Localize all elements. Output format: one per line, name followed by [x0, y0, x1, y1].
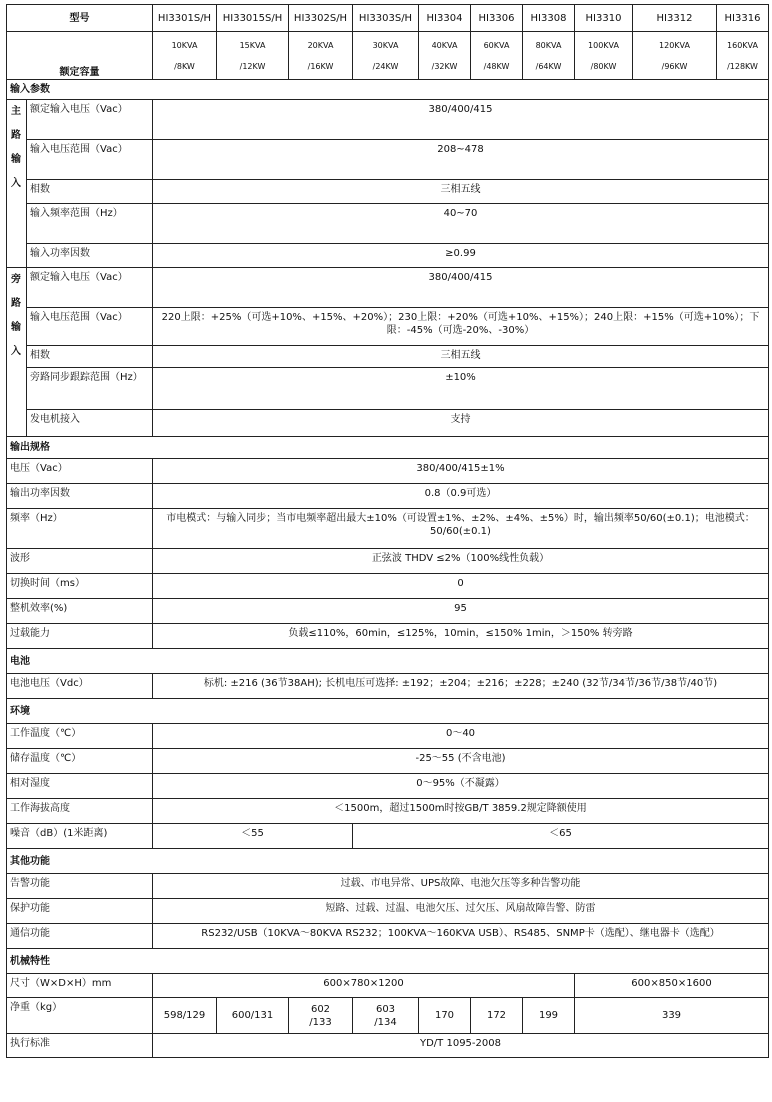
spec-name: 额定输入电压（Vac）	[27, 100, 153, 140]
spec-name: 电压（Vac）	[7, 459, 153, 484]
kw: /96KW	[661, 61, 688, 71]
section-battery	[7, 649, 769, 674]
bypass-input-group	[7, 268, 27, 437]
model-cell: HI3303S/H	[353, 5, 419, 32]
spec-name: 整机效率(%)	[7, 599, 153, 624]
spec-name: 输出功率因数	[7, 484, 153, 509]
spec-name: 相对湿度	[7, 774, 153, 799]
model-cell: HI33015S/H	[217, 5, 289, 32]
spec-name: 过载能力	[7, 624, 153, 649]
spec-row	[7, 824, 769, 849]
spec-value: 380/400/415	[153, 268, 769, 308]
spec-name: 储存温度（℃）	[7, 749, 153, 774]
group-char: 输	[11, 322, 21, 333]
capacity-cell	[523, 32, 575, 80]
spec-value: 0.8（0.9可选）	[153, 484, 769, 509]
spec-name: 输入频率范围（Hz）	[27, 204, 153, 244]
section-environment	[7, 699, 769, 724]
model-cell: HI3301S/H	[153, 5, 217, 32]
kw: /128KW	[727, 61, 758, 71]
spec-value: 0～40	[153, 724, 769, 749]
spec-value: ＜55	[153, 824, 353, 849]
weight-cell: 603 /134	[353, 998, 419, 1034]
kw: /24KW	[372, 61, 399, 71]
spec-value: 标机: ±216 (36节38AH); 长机电压可选择: ±192；±204；±216；±228；±240 (32节/34节/36节/38节/40节)	[153, 674, 769, 699]
spec-value: 208~478	[153, 140, 769, 180]
spec-value: YD/T 1095-2008	[153, 1034, 769, 1058]
capacity-row	[7, 32, 769, 80]
capacity-label: 额定容量	[7, 32, 153, 80]
section-output	[7, 437, 769, 459]
spec-value: 600×780×1200	[153, 974, 575, 998]
capacity-cell	[289, 32, 353, 80]
capacity-cell	[419, 32, 471, 80]
group-char: 主	[11, 106, 21, 117]
spec-row	[7, 799, 769, 824]
spec-value: 0	[153, 574, 769, 599]
model-cell: HI3308	[523, 5, 575, 32]
weight-cell: 172	[471, 998, 523, 1034]
weight-cell: 602 /133	[289, 998, 353, 1034]
group-char: 路	[11, 298, 21, 309]
spec-name: 切换时间（ms）	[7, 574, 153, 599]
spec-row	[7, 268, 769, 308]
weight-cell: 339	[575, 998, 769, 1034]
spec-name: 噪音（dB）(1米距离)	[7, 824, 153, 849]
spec-row	[7, 549, 769, 574]
spec-value: 380/400/415	[153, 100, 769, 140]
main-input-group	[7, 100, 27, 268]
spec-name: 相数	[27, 180, 153, 204]
spec-value: 正弦波 THDV ≤2%（100%线性负载）	[153, 549, 769, 574]
spec-row	[7, 774, 769, 799]
kva: 40KVA	[431, 40, 458, 50]
group-char: 入	[11, 346, 21, 357]
spec-name: 波形	[7, 549, 153, 574]
kva: 100KVA	[588, 40, 619, 50]
spec-row	[7, 459, 769, 484]
model-label: 型号	[7, 5, 153, 32]
kva: 120KVA	[659, 40, 690, 50]
section-mechanical	[7, 949, 769, 974]
spec-value: 600×850×1600	[575, 974, 769, 998]
model-row	[7, 5, 769, 32]
model-cell: HI3306	[471, 5, 523, 32]
spec-name: 执行标准	[7, 1034, 153, 1058]
section-title: 环境	[7, 699, 769, 724]
weight-row	[7, 998, 769, 1034]
spec-name: 尺寸（W×D×H）mm	[7, 974, 153, 998]
spec-value: 0～95%（不凝露）	[153, 774, 769, 799]
model-cell: HI3312	[633, 5, 717, 32]
spec-name: 相数	[27, 346, 153, 368]
group-char: 路	[11, 130, 21, 141]
section-input	[7, 80, 769, 100]
group-char: 输	[11, 154, 21, 165]
capacity-cell	[471, 32, 523, 80]
kw: /48KW	[483, 61, 510, 71]
kw: /80KW	[590, 61, 617, 71]
capacity-cell	[153, 32, 217, 80]
spec-row	[7, 724, 769, 749]
spec-value: 40~70	[153, 204, 769, 244]
spec-value: 负载≤110%，60min，≤125%，10min，≤150% 1min，＞150% 转旁路	[153, 624, 769, 649]
spec-value: 支持	[153, 410, 769, 437]
spec-value: ＜1500m，超过1500m时按GB/T 3859.2规定降额使用	[153, 799, 769, 824]
spec-row	[7, 509, 769, 549]
model-cell: HI3316	[717, 5, 769, 32]
spec-row	[7, 924, 769, 949]
weight-cell: 199	[523, 998, 575, 1034]
kw: /16KW	[307, 61, 334, 71]
capacity-cell	[353, 32, 419, 80]
model-cell: HI3310	[575, 5, 633, 32]
spec-row	[7, 100, 769, 140]
spec-name: 工作海拔高度	[7, 799, 153, 824]
spec-value: ±10%	[153, 368, 769, 410]
spec-row	[7, 368, 769, 410]
spec-value: 95	[153, 599, 769, 624]
section-title: 其他功能	[7, 849, 769, 874]
spec-name: 保护功能	[7, 899, 153, 924]
kva: 10KVA	[171, 40, 198, 50]
kva: 15KVA	[239, 40, 266, 50]
spec-value: ≥0.99	[153, 244, 769, 268]
spec-row	[7, 674, 769, 699]
spec-name: 输入电压范围（Vac）	[27, 308, 153, 346]
capacity-cell	[575, 32, 633, 80]
spec-value: 过载、市电异常、UPS故障、电池欠压等多种告警功能	[153, 874, 769, 899]
spec-row	[7, 624, 769, 649]
capacity-cell	[217, 32, 289, 80]
spec-name: 额定输入电压（Vac）	[27, 268, 153, 308]
spec-row	[7, 749, 769, 774]
kva: 160KVA	[727, 40, 758, 50]
kw: /8KW	[174, 61, 195, 71]
spec-row	[7, 874, 769, 899]
weight-cell: 600/131	[217, 998, 289, 1034]
spec-row	[7, 484, 769, 509]
kva: 30KVA	[372, 40, 399, 50]
spec-value: 220上限：+25%（可选+10%、+15%、+20%）；230上限：+20%（可选+10%、+15%）；240上限：+15%（可选+10%）；下限：-45%（可选-20%、-30%）	[153, 308, 769, 346]
spec-row	[7, 899, 769, 924]
spec-row	[7, 204, 769, 244]
weight-cell: 170	[419, 998, 471, 1034]
spec-name: 告警功能	[7, 874, 153, 899]
spec-value: 短路、过载、过温、电池欠压、过欠压、风扇故障告警、防雷	[153, 899, 769, 924]
spec-name: 旁路同步跟踪范围（Hz）	[27, 368, 153, 410]
spec-name: 电池电压（Vdc）	[7, 674, 153, 699]
spec-value: -25～55 (不含电池)	[153, 749, 769, 774]
group-char: 入	[11, 178, 21, 189]
spec-value: 380/400/415±1%	[153, 459, 769, 484]
section-title: 输入参数	[7, 80, 769, 100]
spec-name: 发电机接入	[27, 410, 153, 437]
weight-cell: 598/129	[153, 998, 217, 1034]
spec-row	[7, 574, 769, 599]
section-title: 电池	[7, 649, 769, 674]
spec-value: 市电模式：与输入同步；当市电频率超出最大±10%（可设置±1%、±2%、±4%、±5%）时，输出频率50/60(±0.1)；电池模式：50/60(±0.1)	[153, 509, 769, 549]
spec-name: 输入功率因数	[27, 244, 153, 268]
section-title: 机械特性	[7, 949, 769, 974]
spec-value: 三相五线	[153, 180, 769, 204]
group-char: 旁	[11, 274, 21, 285]
spec-name: 工作温度（℃）	[7, 724, 153, 749]
kw: /12KW	[239, 61, 266, 71]
model-cell: HI3304	[419, 5, 471, 32]
spec-row	[7, 346, 769, 368]
spec-name: 净重（kg）	[7, 998, 153, 1034]
spec-name: 输入电压范围（Vac）	[27, 140, 153, 180]
spec-table	[6, 4, 769, 1058]
kva: 20KVA	[307, 40, 334, 50]
model-cell: HI3302S/H	[289, 5, 353, 32]
spec-value: RS232/USB（10KVA～80KVA RS232；100KVA～160KVA USB）、RS485、SNMP卡（选配）、继电器卡（选配）	[153, 924, 769, 949]
kva: 60KVA	[483, 40, 510, 50]
spec-row	[7, 180, 769, 204]
spec-name: 通信功能	[7, 924, 153, 949]
spec-value: ＜65	[353, 824, 769, 849]
section-other	[7, 849, 769, 874]
spec-row	[7, 974, 769, 998]
capacity-cell	[717, 32, 769, 80]
spec-row	[7, 1034, 769, 1058]
section-title: 输出规格	[7, 437, 769, 459]
spec-row	[7, 244, 769, 268]
spec-name: 频率（Hz）	[7, 509, 153, 549]
spec-row	[7, 410, 769, 437]
kw: /64KW	[535, 61, 562, 71]
spec-row	[7, 308, 769, 346]
capacity-cell	[633, 32, 717, 80]
spec-row	[7, 599, 769, 624]
spec-row	[7, 140, 769, 180]
kw: /32KW	[431, 61, 458, 71]
spec-value: 三相五线	[153, 346, 769, 368]
kva: 80KVA	[535, 40, 562, 50]
